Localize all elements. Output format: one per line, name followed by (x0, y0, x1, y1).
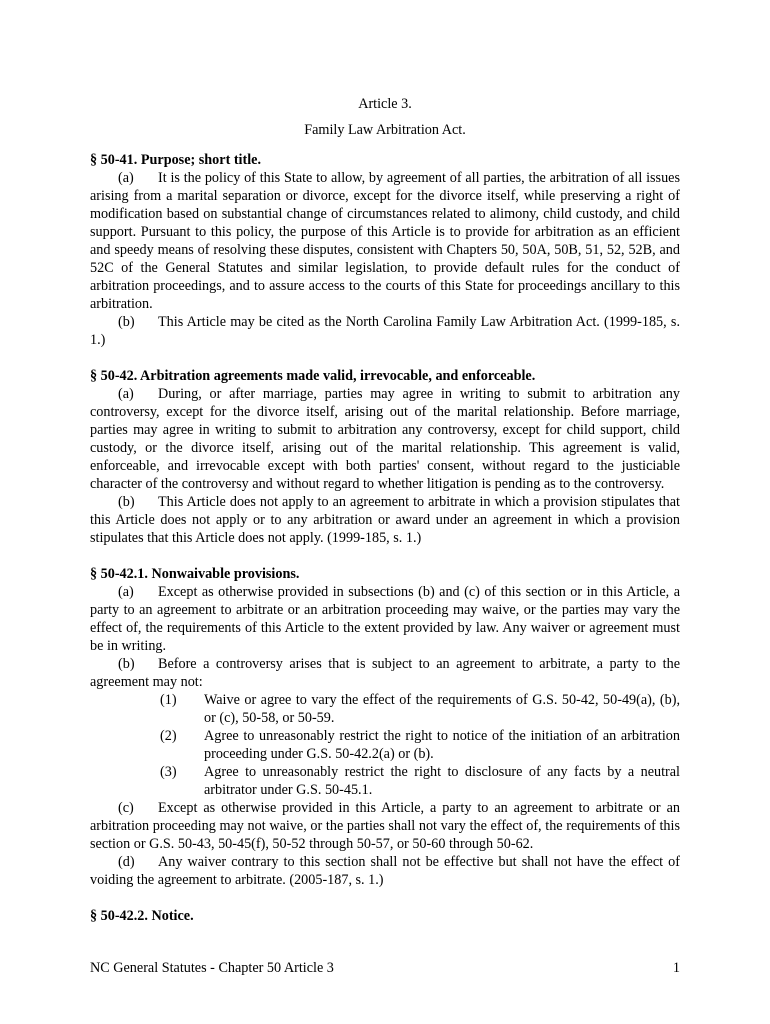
section-50-42-b (90, 493, 680, 547)
subsection-label: (a) (118, 584, 134, 600)
subsection-label: (a) (118, 386, 134, 402)
section-50-42-1-a (90, 583, 680, 655)
section-50-41-a (90, 169, 680, 313)
section-heading-50-42-2: § 50-42.2. Notice. (90, 908, 194, 924)
article-title: Family Law Arbitration Act. (304, 122, 466, 138)
section-heading-50-41: § 50-41. Purpose; short title. (90, 152, 262, 168)
document-page (90, 95, 680, 925)
footer-title: NC General Statutes - Chapter 50 Article 3 (90, 960, 334, 976)
subsection-text: During, or after marriage, parties may agree in writing to submit to arbitration any controversy, except for the divorce itself, arising out of the marital relationship. Before marriage, parties may agree in writing to submit to arbitration any controversy, except for child support, child custody, or the divorce itself, arising out of the marital relationship. This agreement is valid, enforceable, and irrevocable except with both parties' consent, without regard to the justiciable character of the controversy and without regard to whether litigation is pending as to the controversy. (90, 386, 680, 492)
item-text: Waive or agree to vary the effect of the requirements of G.S. 50-42, 50-49(a), (b), or (c), 50-58, or 50-59. (204, 692, 680, 726)
subsection-label: (d) (118, 854, 135, 870)
item-number: (2) (160, 728, 177, 744)
section-50-42-1-b (90, 655, 680, 691)
subsection-text: Any waiver contrary to this section shall not be effective but shall not have the effect of voiding the agreement to arbitrate. (2005-187, s. 1.) (90, 854, 680, 888)
item-text: Agree to unreasonably restrict the right to disclosure of any facts by a neutral arbitrator under G.S. 50-45.1. (204, 764, 680, 798)
section-heading-50-42-1: § 50-42.1. Nonwaivable provisions. (90, 566, 300, 582)
subsection-text: This Article does not apply to an agreement to arbitrate in which a provision stipulates that this Article does not apply or to any arbitration or award under an agreement in which a provision stipulates that this Article does not apply. (1999-185, s. 1.) (90, 494, 680, 546)
subsection-text: Except as otherwise provided in subsections (b) and (c) of this section or in this Article, a party to an agreement to arbitrate or an arbitration proceeding may waive, or the parties may vary the effect of, the requirements of this Article to the extent provided by law. Any waiver or agreement must be in writing. (90, 584, 680, 654)
subsection-text: Before a controversy arises that is subject to an agreement to arbitrate, a party to the agreement may not: (90, 656, 680, 690)
subsection-text: Except as otherwise provided in this Article, a party to an agreement to arbitrate or an arbitration proceeding may not waive, or the parties shall not vary the effect of, the requirements of this section or G.S. 50-43, 50-45(f), 50-52 through 50-57, or 50-60 through 50-62. (90, 800, 680, 852)
section-50-42-1-c (90, 799, 680, 853)
list-item (160, 691, 680, 727)
list-item (160, 763, 680, 799)
subsection-text: This Article may be cited as the North Carolina Family Law Arbitration Act. (1999-185, s. 1.) (90, 314, 680, 348)
page-footer (90, 960, 680, 977)
section-heading-50-42: § 50-42. Arbitration agreements made valid, irrevocable, and enforceable. (90, 368, 536, 384)
item-number: (3) (160, 764, 177, 780)
subsection-text: It is the policy of this State to allow, by agreement of all parties, the arbitration of all issues arising from a marital separation or divorce, except for the divorce itself, while preserving a right of modification based on substantial change of circumstances related to alimony, child custody, and child support. Pursuant to this policy, the purpose of this Article is to provide for arbitration as an efficient and speedy means of resolving these disputes, consistent with Chapters 50, 50A, 50B, 51, 52, 52B, and 52C of the General Statutes and similar legislation, to provide default rules for the conduct of arbitration proceedings, and to assure access to the courts of this State for proceedings ancillary to this arbitration. (90, 170, 680, 312)
subsection-label: (b) (118, 494, 135, 510)
page-number: 1 (672, 960, 680, 976)
section-50-41-b (90, 313, 680, 349)
item-number: (1) (160, 692, 177, 708)
article-number: Article 3. (358, 96, 412, 112)
subsection-label: (b) (118, 656, 135, 672)
subsection-label: (b) (118, 314, 135, 330)
item-text: Agree to unreasonably restrict the right to notice of the initiation of an arbitration proceeding under G.S. 50-42.2(a) or (b). (204, 728, 680, 762)
section-50-42-1-d (90, 853, 680, 889)
list-item (160, 727, 680, 763)
subsection-label: (a) (118, 170, 134, 186)
section-50-42-a (90, 385, 680, 493)
subsection-label: (c) (118, 800, 134, 816)
